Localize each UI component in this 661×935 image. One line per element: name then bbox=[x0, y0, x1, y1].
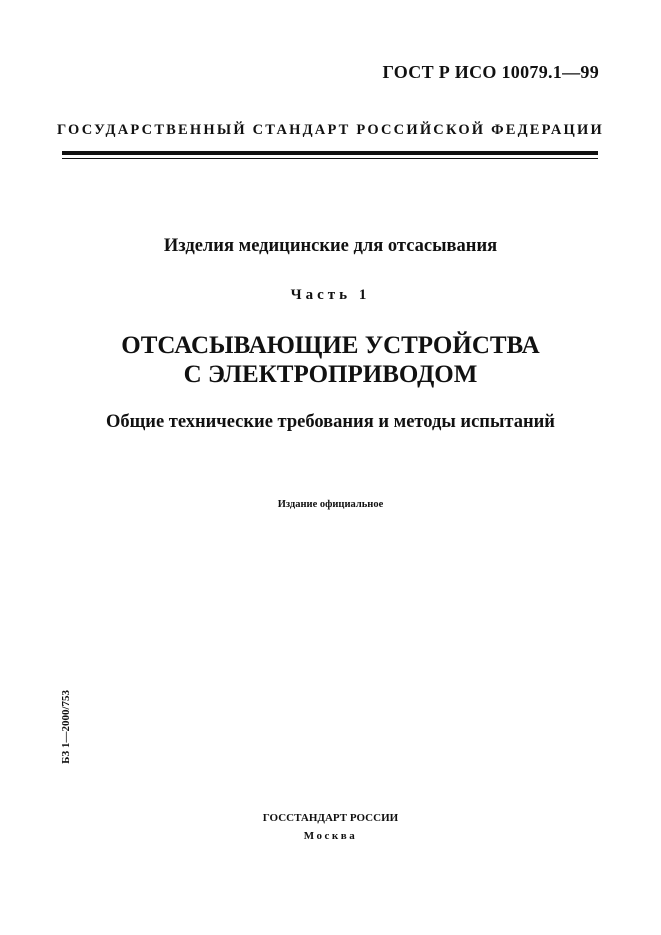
side-code: БЗ 1—2000/753 bbox=[60, 690, 72, 764]
edition-label: Издание официальное bbox=[277, 499, 384, 510]
document-title-caps bbox=[0, 331, 661, 389]
city: Москва bbox=[303, 830, 358, 842]
header-rule-thick bbox=[62, 151, 598, 155]
title-caps-line-1: ОТСАСЫВАЮЩИЕ УСТРОЙСТВА bbox=[121, 332, 540, 359]
title-caps-line-2: С ЭЛЕКТРОПРИВОДОМ bbox=[183, 361, 478, 388]
header-rule-thin bbox=[62, 158, 598, 159]
document-subtitle: Общие технические требования и методы испытаний bbox=[106, 412, 555, 432]
document-title: Изделия медицинские для отсасывания bbox=[163, 236, 498, 256]
part-label: Часть 1 bbox=[290, 287, 371, 303]
document-code: ГОСТ Р ИСО 10079.1—99 bbox=[382, 62, 599, 82]
standard-header: ГОСУДАРСТВЕННЫЙ СТАНДАРТ РОССИЙСКОЙ ФЕДЕРАЦИИ bbox=[56, 122, 604, 138]
publisher: ГОССТАНДАРТ РОССИИ bbox=[262, 812, 399, 824]
